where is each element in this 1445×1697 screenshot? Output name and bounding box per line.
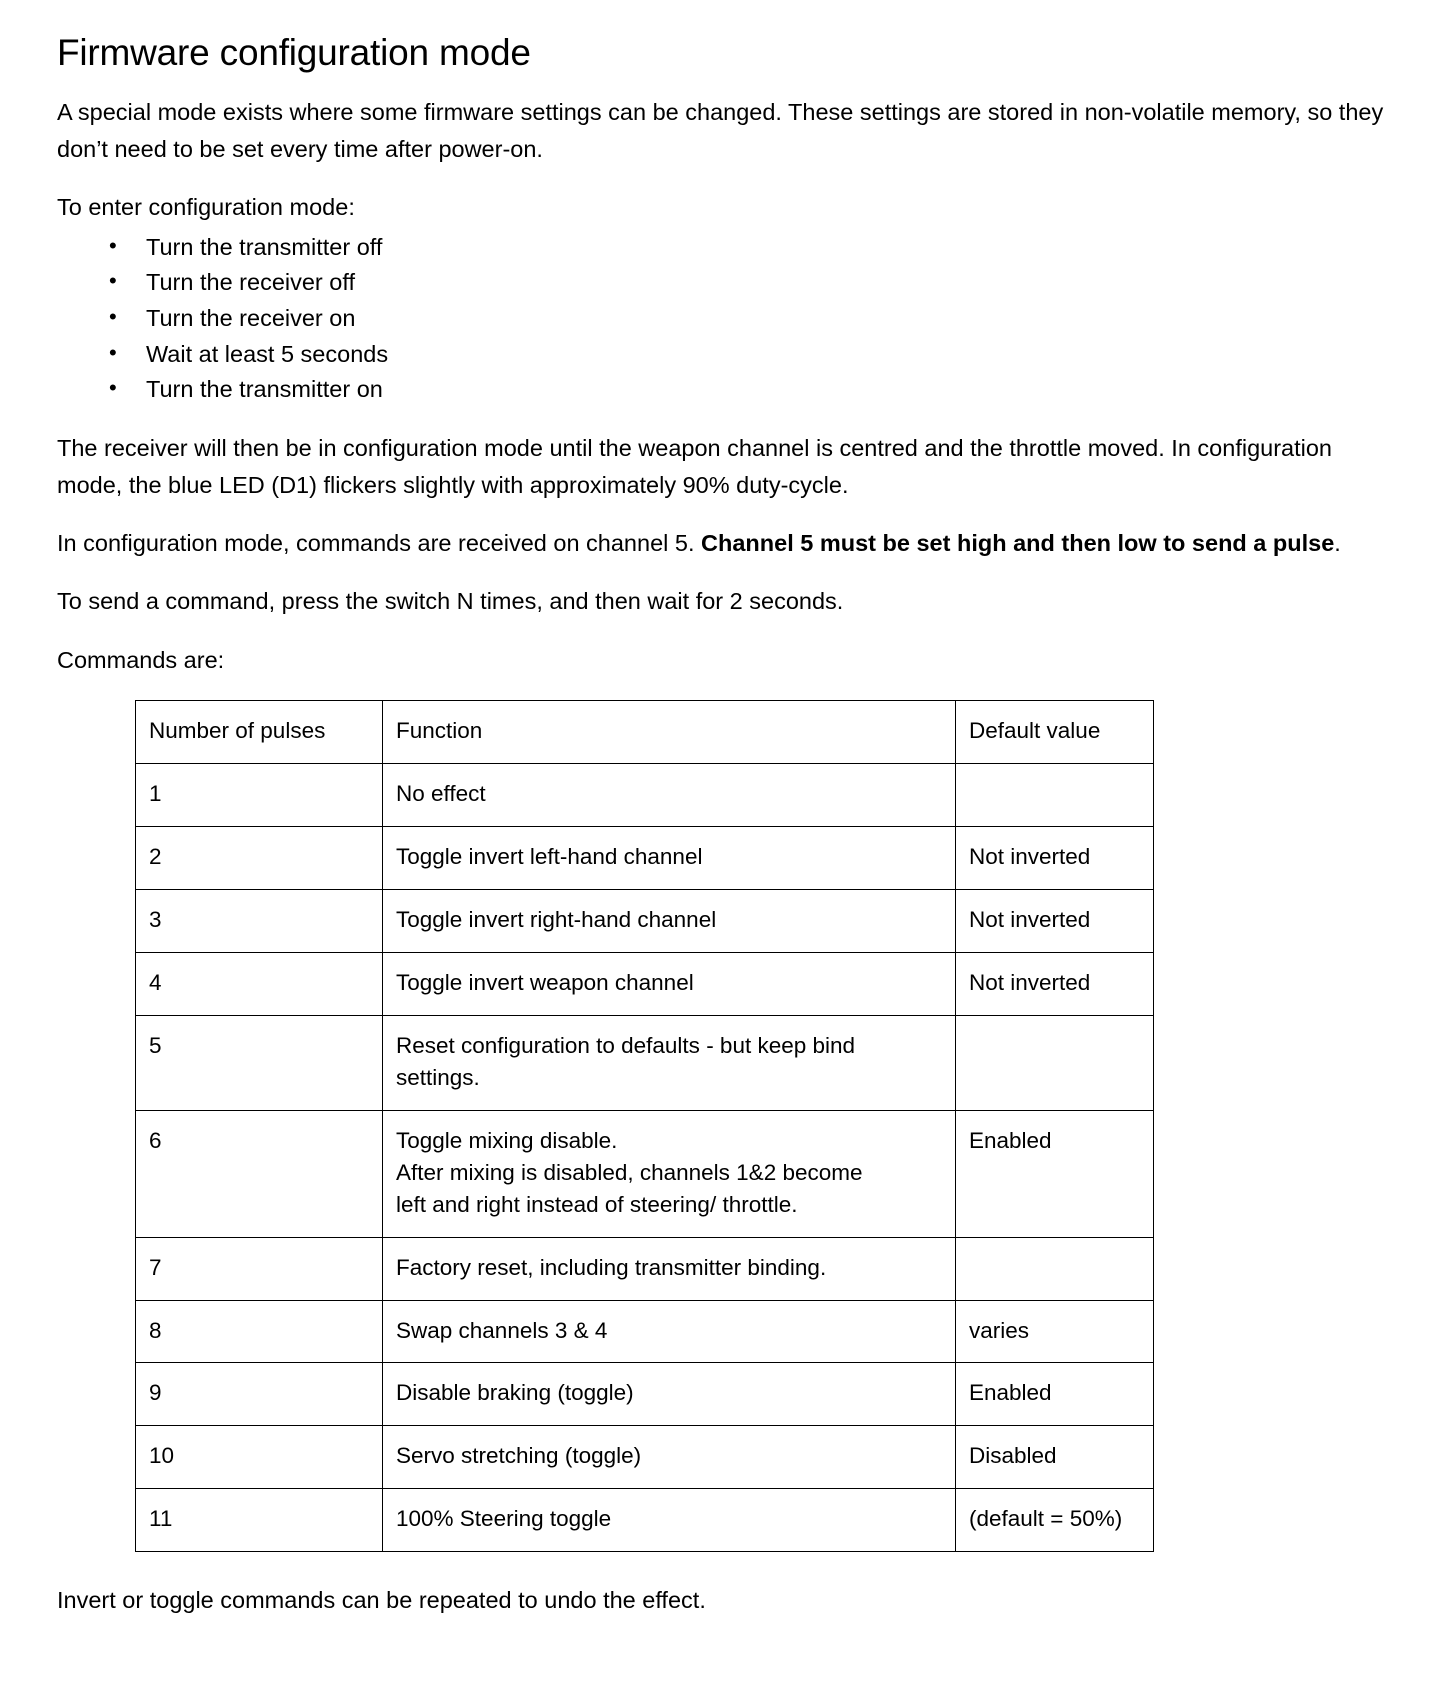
footer-note: Invert or toggle commands can be repeated to undo the effect. — [57, 1587, 706, 1614]
cell-function — [383, 827, 956, 890]
channel-note-plain: In configuration mode, commands are received on channel 5. — [57, 529, 702, 556]
cell-function — [383, 1110, 956, 1237]
intro-paragraph: A special mode exists where some firmware settings can be changed. These settings are stored in non-volatile memory, so they don’t need to be set every time after power-on. — [57, 99, 1384, 162]
cell-function-line: 100% Steering toggle — [396, 1506, 612, 1532]
after-steps-paragraph: The receiver will then be in configuration mode until the weapon channel is centred and the throttle moved. In configuration mode, the blue LED (D1) flickers slightly with approximately 90% duty-cycle. — [57, 435, 1332, 498]
cell-function — [383, 1015, 956, 1110]
channel-note-end: . — [1334, 529, 1341, 556]
cell-default — [956, 764, 1154, 827]
table-row — [136, 1489, 1154, 1552]
list-item: • Turn the transmitter on — [109, 372, 1385, 408]
cell-default: varies — [956, 1300, 1154, 1363]
cell-function-line: After mixing is disabled, channels 1&2 become — [396, 1159, 863, 1185]
cell-function — [383, 1363, 956, 1426]
cell-function-line: Toggle invert left-hand channel — [396, 844, 703, 870]
cell-pulses: 1 — [136, 764, 383, 827]
column-header-default: Default value — [956, 701, 1154, 764]
cell-function-line: Reset configuration to defaults - but keep bind — [396, 1032, 856, 1058]
table-row — [136, 1015, 1154, 1110]
cell-function — [383, 1489, 956, 1552]
cell-pulses: 8 — [136, 1300, 383, 1363]
cell-pulses: 3 — [136, 890, 383, 953]
cell-pulses: 6 — [136, 1110, 383, 1237]
list-item: • Turn the receiver off — [109, 265, 1385, 301]
cell-function-line: Servo stretching (toggle) — [396, 1443, 642, 1469]
cell-pulses: 9 — [136, 1363, 383, 1426]
cell-default: Not inverted — [956, 890, 1154, 953]
commands-are-label: Commands are: — [57, 646, 225, 673]
cell-default: Not inverted — [956, 827, 1154, 890]
cell-function-line: Toggle invert weapon channel — [396, 969, 694, 995]
cell-function-line: Swap channels 3 & 4 — [396, 1317, 608, 1343]
enter-mode-heading: To enter configuration mode: — [57, 194, 355, 221]
cell-function-line: left and right instead of steering/ throttle. — [396, 1191, 798, 1217]
cell-default: Enabled — [956, 1363, 1154, 1426]
table-row — [136, 1426, 1154, 1489]
cell-default — [956, 1015, 1154, 1110]
cell-function-line: Toggle invert right-hand channel — [396, 907, 717, 933]
table-row — [136, 1110, 1154, 1237]
cell-function — [383, 1300, 956, 1363]
send-command-paragraph: To send a command, press the switch N times, and then wait for 2 seconds. — [57, 588, 844, 615]
column-header-pulses: Number of pulses — [136, 701, 383, 764]
cell-pulses: 10 — [136, 1426, 383, 1489]
cell-function — [383, 890, 956, 953]
table-row — [136, 952, 1154, 1015]
cell-pulses: 5 — [136, 1015, 383, 1110]
table-row — [136, 890, 1154, 953]
cell-function-line: Disable braking (toggle) — [396, 1380, 634, 1406]
table-row — [136, 1237, 1154, 1300]
cell-function — [383, 1237, 956, 1300]
cell-default — [956, 1237, 1154, 1300]
cell-function — [383, 952, 956, 1015]
cell-function-line: No effect — [396, 781, 486, 807]
table-header-row — [136, 701, 1154, 764]
channel-note-bold: Channel 5 must be set high and then low to send a pulse — [701, 529, 1335, 556]
cell-pulses: 7 — [136, 1237, 383, 1300]
list-item: • Turn the receiver on — [109, 301, 1385, 337]
table-row — [136, 764, 1154, 827]
cell-function-line: Toggle mixing disable. — [396, 1127, 618, 1153]
enter-mode-steps — [57, 230, 1385, 409]
cell-default: (default = 50%) — [956, 1489, 1154, 1552]
cell-function — [383, 1426, 956, 1489]
cell-default: Enabled — [956, 1110, 1154, 1237]
table-row — [136, 1363, 1154, 1426]
page-title: Firmware configuration mode — [57, 32, 531, 73]
list-item: • Wait at least 5 seconds — [109, 337, 1385, 373]
column-header-function: Function — [383, 701, 956, 764]
cell-function — [383, 764, 956, 827]
cell-default: Disabled — [956, 1426, 1154, 1489]
commands-table — [135, 700, 1154, 1552]
cell-pulses: 2 — [136, 827, 383, 890]
cell-pulses: 4 — [136, 952, 383, 1015]
cell-default: Not inverted — [956, 952, 1154, 1015]
list-item: • Turn the transmitter off — [109, 230, 1385, 266]
cell-function-line: settings. — [396, 1064, 480, 1090]
cell-function-line: Factory reset, including transmitter binding. — [396, 1254, 827, 1280]
channel-note-paragraph — [57, 525, 1385, 561]
table-row — [136, 827, 1154, 890]
cell-pulses: 11 — [136, 1489, 383, 1552]
table-row — [136, 1300, 1154, 1363]
